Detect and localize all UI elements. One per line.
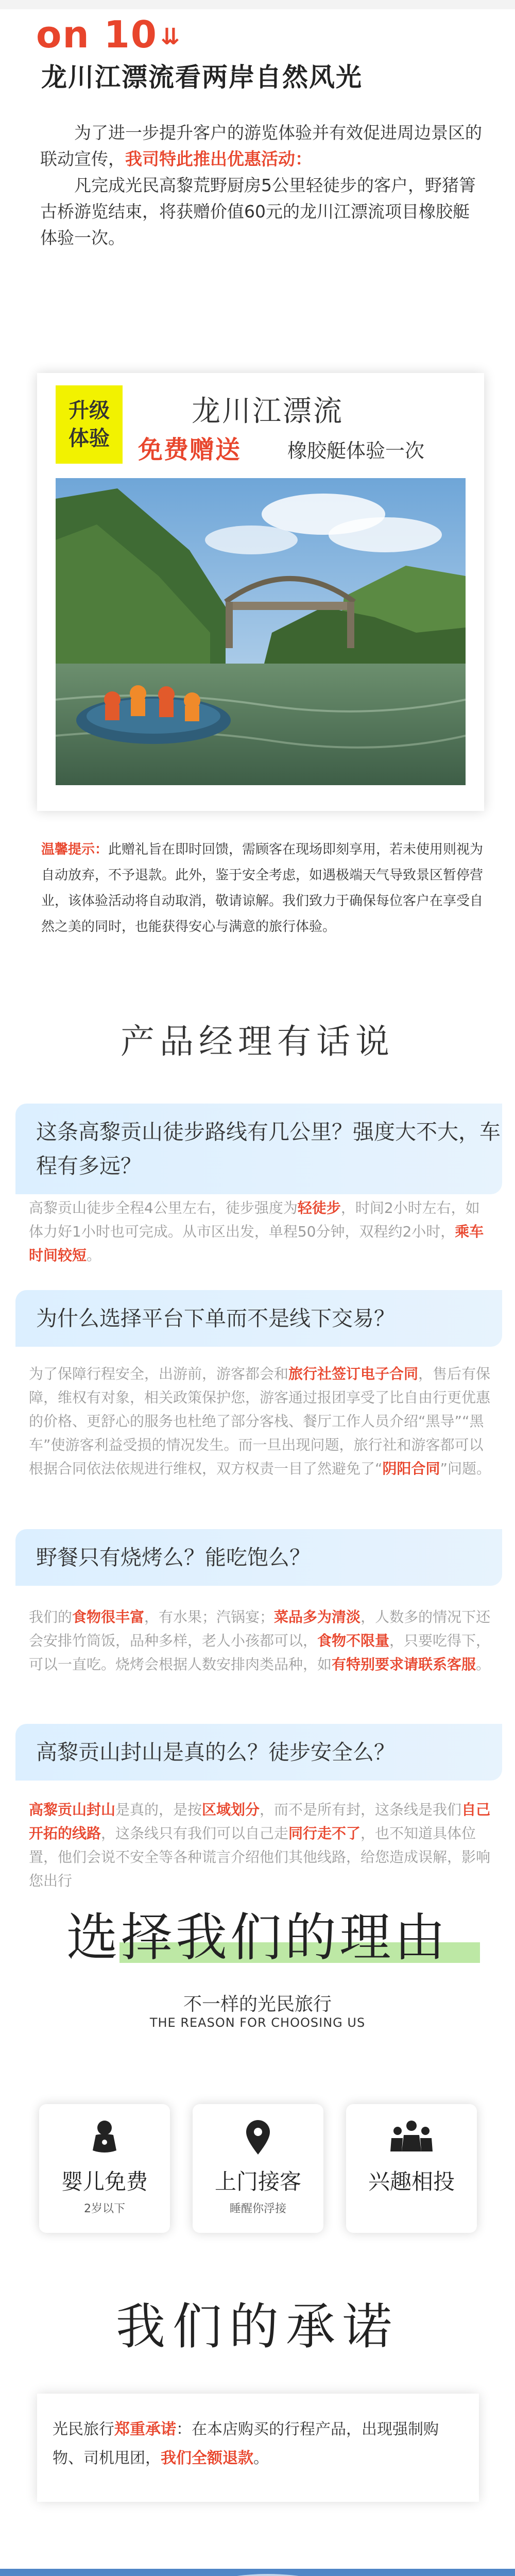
feature-title: 上门接客 — [214, 2169, 301, 2194]
pm-title: 产品经理有话说 — [121, 1022, 394, 1061]
question-1: 这条高黎贡山徒步路线有几公里？强度大不大，车程有多远？ — [15, 1104, 502, 1194]
baby-icon — [39, 2117, 170, 2159]
notice-label: 温馨提示： — [41, 842, 109, 857]
intro-p1-highlight: 我司特此推出优惠活动： — [125, 149, 312, 169]
notice-text: 此赠礼旨在即时回馈，需顾客在现场即刻享用，若未使用则视为自动放弃，不予退款。此外，鉴于安全考虑，如遇极端天气导致景区暂停营业，该体验活动将自动取消，敬请谅解。我们致力于确保每位客户在享受自然之美的同时，也能获得安心与满意的旅行体验。 — [41, 842, 484, 935]
intro-p2: 凡完成光民高黎荒野厨房5公里轻徒步的客户，野猪箐古桥游览结束，将获赠价值60元的龙川江漂流项目橡胶艇体验一次。 — [40, 175, 476, 248]
reasons-subtitle: 不一样的光民旅行 — [183, 1994, 332, 2015]
promise-text: 光民旅行郑重承诺：在本店购买的行程产品，出现强制购物、司机甩团，我们全额退款。 — [53, 2420, 439, 2467]
feature-pickup — [193, 2104, 323, 2233]
upgrade-badge — [56, 385, 123, 464]
answer-2: 为了保障行程安全，出游前，游客都会和旅行社签订电子合同，售后有保障，维权有对象，相关政策保护您，游客通过报团享受了比自由行更优惠的价格、更舒心的服务也杜绝了部分客栈、餐厅工作人员介绍“黑导”“黑车”使游客利益受损的情况发生。而一旦出现问题，旅行社和游客都可以根据合同依法依规进行维权，双方权责一目了然避免了“阴阳合同”问题。 — [29, 1365, 491, 1477]
group-icon — [346, 2117, 477, 2159]
notice — [41, 837, 484, 940]
answer-4: 高黎贡山封山是真的，是按区域划分，而不是所有封，这条线是我们自己开拓的线路，这条线只有我们可以自己走同行走不了，也不知道具体位置，他们会说不安全等各种谎言介绍他们其他线路，给您造成误解，影响您出行 — [29, 1801, 491, 1889]
top-strip — [0, 0, 515, 9]
badge-line1: 升级 — [68, 399, 110, 422]
feature-title: 兴趣相投 — [368, 2169, 455, 2194]
feature-baby-free — [39, 2104, 170, 2233]
feature-sub: 2岁以下 — [84, 2202, 125, 2215]
question-4: 高黎贡山封山是真的么？徒步安全么？ — [15, 1724, 502, 1781]
section-number: on 10 ⇊ — [36, 13, 181, 56]
reasons-english: THE REASON FOR CHOOSING US — [149, 2015, 366, 2030]
gift-card-title: 龙川江漂流 — [192, 395, 344, 428]
badge-line2: 体验 — [68, 427, 110, 450]
intro-p1: 为了进一步提升客户的游览体验并有效促进周边景区的联动宣传， — [40, 123, 482, 169]
section-title: 龙川江漂流看两岸自然风光 — [41, 62, 363, 92]
feature-title: 婴儿免费 — [61, 2169, 148, 2194]
question-3: 野餐只有烧烤么？能吃饱么？ — [15, 1529, 502, 1586]
answer-1: 高黎贡山徒步全程4公里左右，徒步强度为轻徒步，时间2小时左右，如体力好1小时也可完成。从市区出发，单程50分钟，双程约2小时，乘车时间较短。 — [29, 1199, 484, 1264]
gift-card-free: 免费赠送 — [138, 435, 242, 464]
feature-interest — [346, 2104, 477, 2233]
gift-card — [37, 373, 484, 811]
intro-text — [40, 120, 483, 251]
answer-3: 我们的食物很丰富，有水果；汽锅宴；菜品多为清淡，人数多的情况下还会安排竹筒饭，品种多样，老人小孩都可以，食物不限量，只要吃得下，可以一直吃。烧烤会根据人数安排肉类品种，如有特别要求请联系客服。 — [29, 1608, 491, 1673]
promise-card — [37, 2394, 479, 2502]
location-pin-icon — [193, 2117, 323, 2159]
reasons-title: 选择我们的理由 — [66, 1907, 449, 1968]
group-photo — [0, 2569, 515, 2576]
gift-card-subtitle: 橡胶艇体验一次 — [287, 439, 425, 462]
rafting-photo — [56, 478, 466, 785]
question-2: 为什么选择平台下单而不是线下交易？ — [15, 1290, 502, 1347]
promise-title: 我们的承诺 — [116, 2298, 399, 2355]
feature-sub: 睡醒你浮接 — [229, 2202, 286, 2215]
double-chevron-down-icon: ⇊ — [160, 24, 181, 50]
